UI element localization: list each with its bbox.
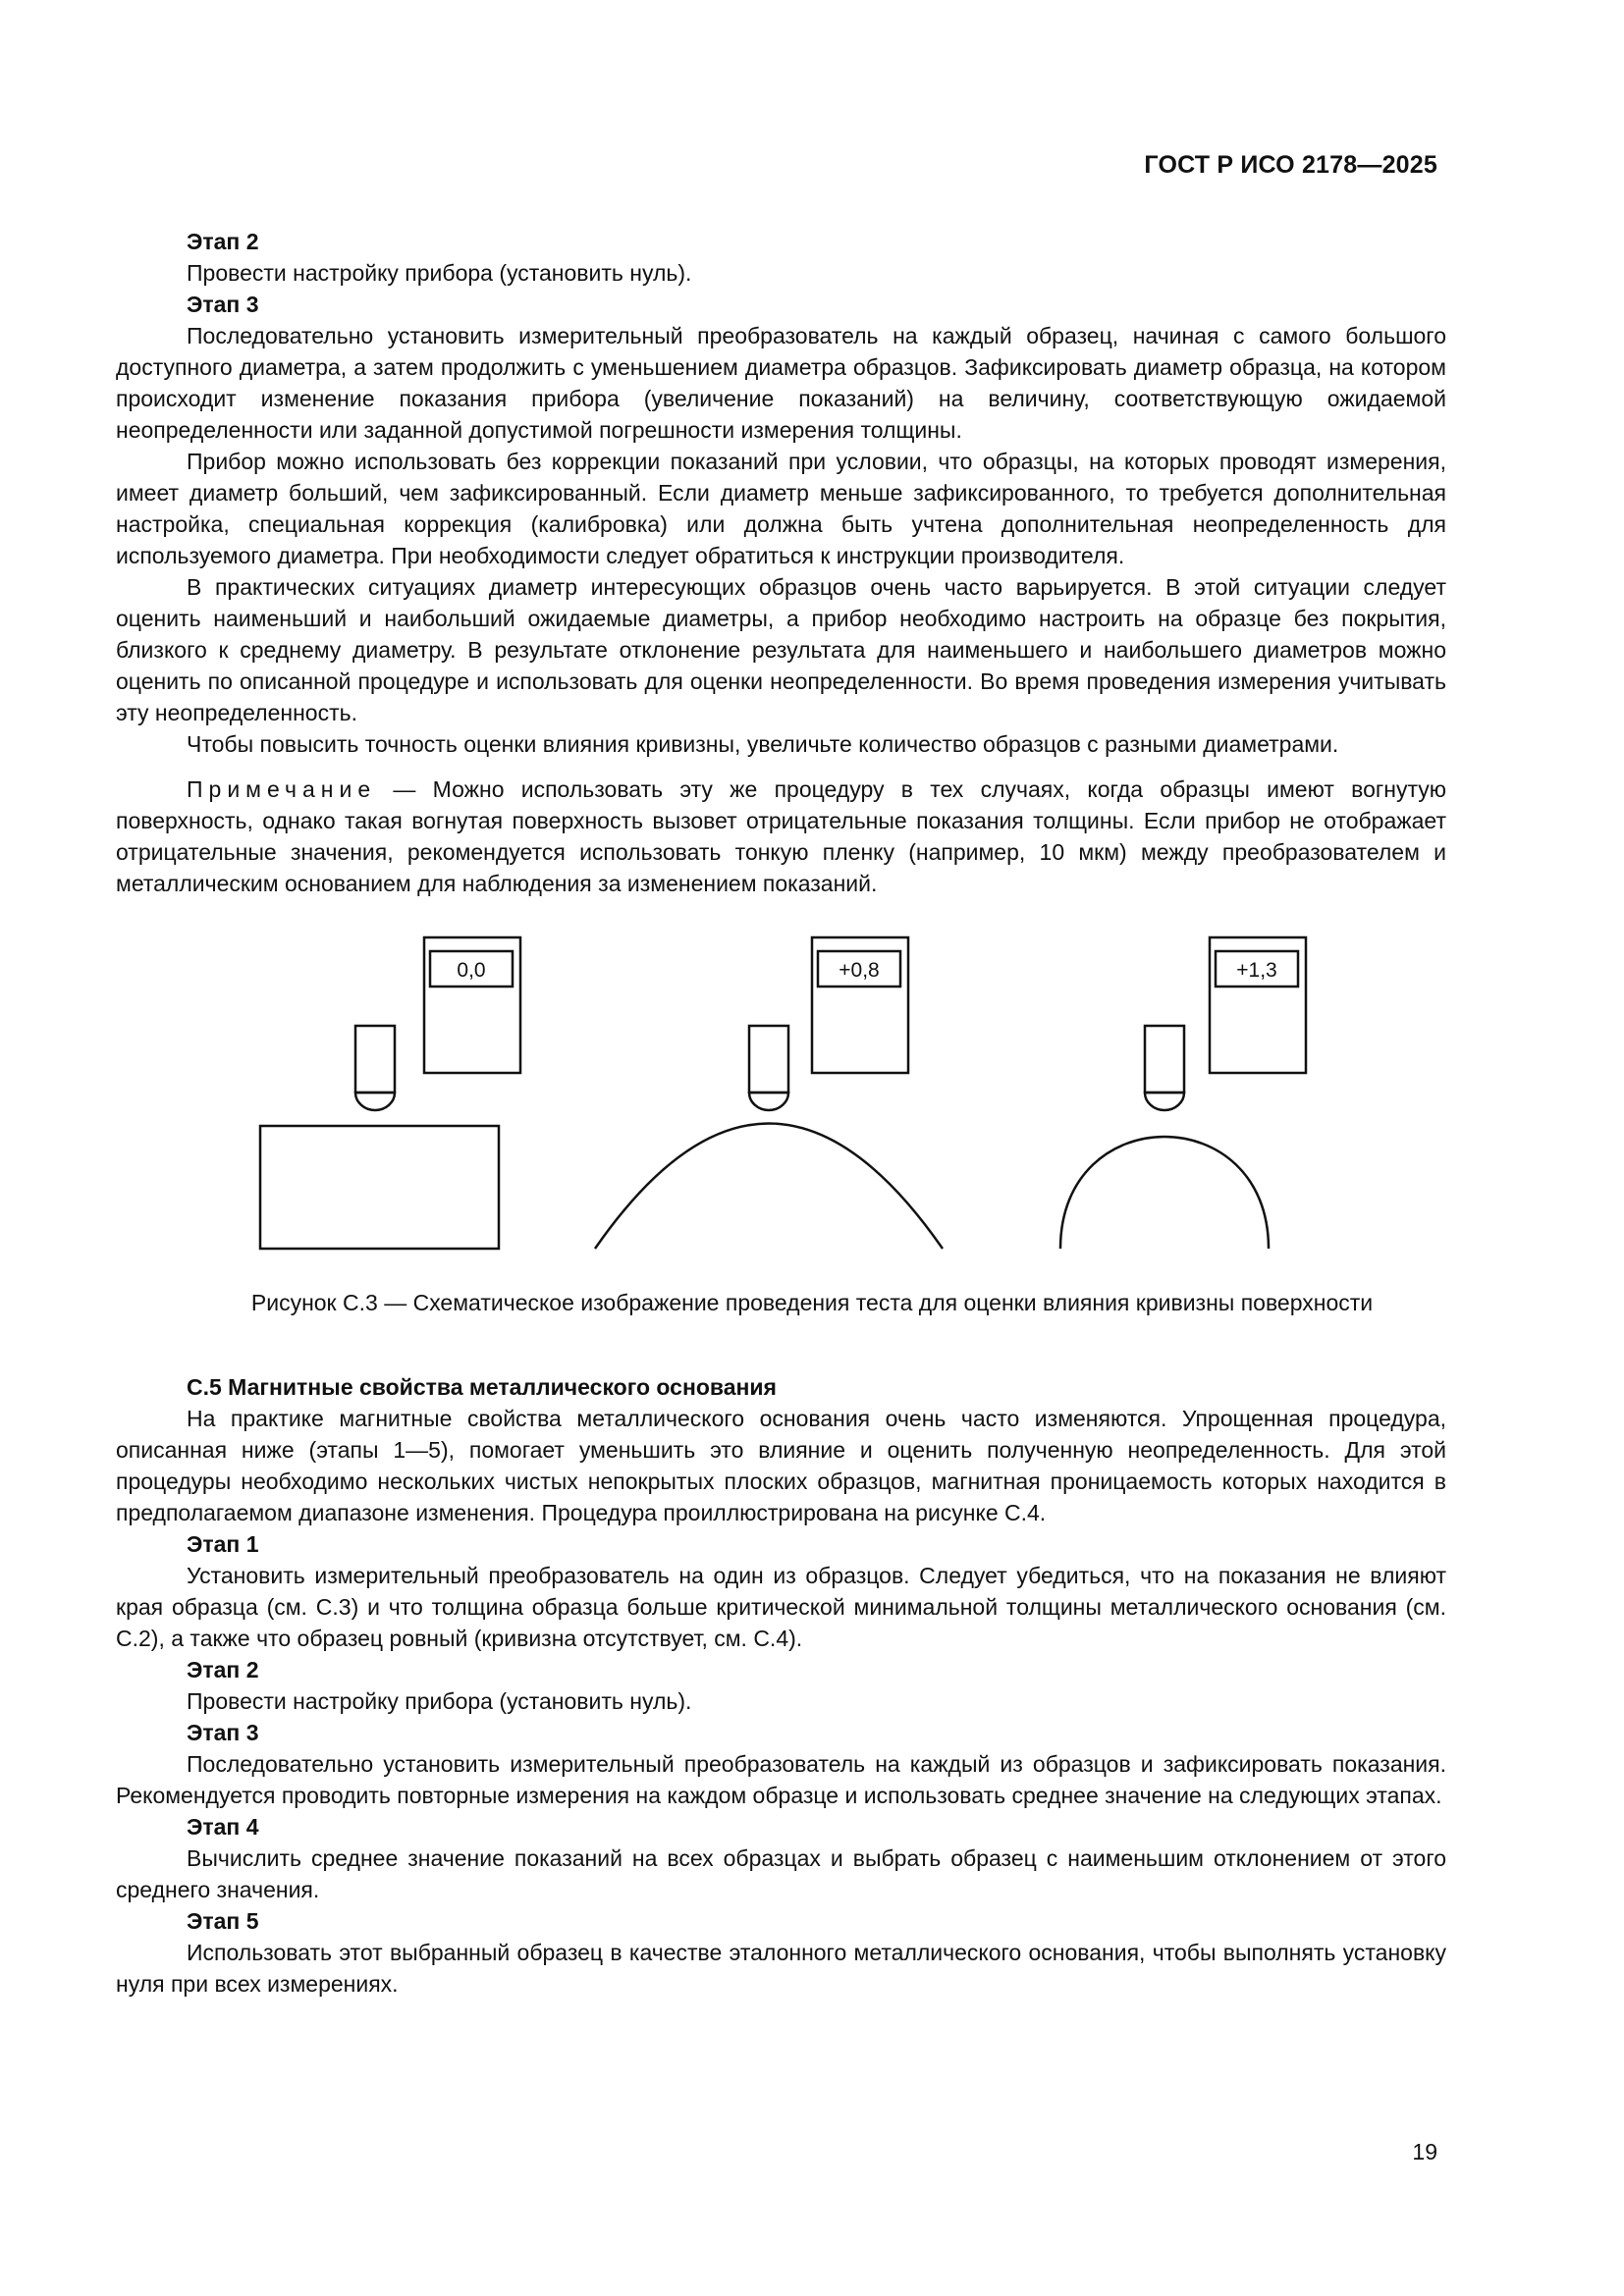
probe-tip-high bbox=[1145, 1093, 1184, 1110]
c5-step5-text: Использовать этот выбранный образец в качестве эталонного металлического основания, чтобы выполнять установку нуля при всех измерениях. bbox=[116, 1940, 1446, 1997]
step3-title: Этап 3 bbox=[187, 292, 259, 317]
paragraph-practical: В практических ситуациях диаметр интересующих образцов очень часто варьируется. В этой ситуации следует оценить наименьший и наибольший ожидаемые диаметры, а прибор необходимо настроить на образце без покрытия, близкого к среднему диаметру. В результате отклонение результата для наименьшего и наибольшего диаметров можно оценить по описанной процедуре и использовать для оценки неопределенности. Во время проведения измерения учитывать эту неопределенность. bbox=[116, 574, 1446, 725]
medium-curvature-specimen bbox=[595, 1124, 943, 1250]
high-curvature-specimen bbox=[1060, 1137, 1269, 1249]
c5-step4-title: Этап 4 bbox=[187, 1814, 259, 1840]
paragraph-no-correction: Прибор можно использовать без коррекции показаний при условии, что образцы, на которых проводят измерения, имеет диаметр больший, чем зафиксированный. Если диаметр меньше зафиксированного, то требуется дополнительная настройка, специальная коррекция (калибровка) или должна быть учтена дополнительная неопределенность для используемого диаметра. При необходимости следует обратиться к инструкции производителя. bbox=[116, 449, 1446, 568]
probe-body-high bbox=[1145, 1026, 1184, 1093]
c5-step5-title: Этап 5 bbox=[187, 1908, 259, 1934]
gauge-display-high bbox=[1210, 937, 1306, 1073]
section-c5-title: С.5 Магнитные свойства металлического основания bbox=[187, 1374, 777, 1400]
c5-step1-text: Установить измерительный преобразователь на один из образцов. Следует убедиться, что на показания не влияют края образца (см. С.3) и что толщина образца больше критической минимальной толщины металлического основания (см. С.2), а также что образец ровный (кривизна отсутствует, см. С.4). bbox=[116, 1563, 1446, 1651]
step2-title: Этап 2 bbox=[187, 229, 259, 254]
flat-specimen bbox=[260, 1126, 499, 1249]
c5-step1-title: Этап 1 bbox=[187, 1531, 259, 1557]
note-label: Примечание bbox=[187, 776, 377, 802]
figure-caption: Рисунок С.3 — Схематическое изображение проведения теста для оценки влияния кривизны поверхности bbox=[250, 1290, 1374, 1315]
probe-tip-flat bbox=[355, 1093, 395, 1110]
page-number: 19 bbox=[1412, 2139, 1437, 2164]
paragraph-accuracy: Чтобы повысить точность оценки влияния кривизны, увеличьте количество образцов с разными диаметрами. bbox=[187, 731, 1339, 757]
curvature-test-figure bbox=[0, 918, 1624, 1271]
reading-high: +1,3 bbox=[1236, 959, 1277, 982]
document-code: ГОСТ Р ИСО 2178—2025 bbox=[1144, 151, 1437, 179]
probe-body-flat bbox=[355, 1026, 395, 1093]
c5-step3-title: Этап 3 bbox=[187, 1720, 259, 1745]
gauge-display-medium bbox=[812, 937, 908, 1073]
step3-text: Последовательно установить измерительный преобразователь на каждый образец, начиная с самого большого доступного диаметра, а затем продолжить с уменьшением диаметра образцов. Зафиксировать диаметр образца, на котором происходит изменение показания прибора (увеличение показаний) на величину, соответствующую ожидаемой неопределенности или заданной допустимой погрешности измерения толщины. bbox=[116, 323, 1446, 443]
c5-step2-title: Этап 2 bbox=[187, 1657, 259, 1682]
reading-medium: +0,8 bbox=[839, 959, 880, 982]
gauge-display-flat bbox=[424, 937, 520, 1073]
c5-step3-text: Последовательно установить измерительный преобразователь на каждый из образцов и зафиксировать показания. Рекомендуется проводить повторные измерения на каждом образце и использовать среднее значение на следующих этапах. bbox=[116, 1751, 1446, 1808]
note bbox=[116, 774, 1446, 899]
upper-text-block bbox=[116, 226, 1446, 899]
probe-tip-medium bbox=[749, 1093, 788, 1110]
section-c5-intro: На практике магнитные свойства металлического основания очень часто изменяются. Упрощенная процедура, описанная ниже (этапы 1—5), помогает уменьшить это влияние и оценить полученную неопределенность. Для этой процедуры необходимо нескольких чистых непокрытых плоских образцов, магнитная проницаемость которых находится в предполагаемом диапазоне изменения. Процедура проиллюстрирована на рисунке С.4. bbox=[116, 1406, 1446, 1525]
section-c5 bbox=[116, 1371, 1446, 2000]
step2-text: Провести настройку прибора (установить нуль). bbox=[187, 260, 692, 286]
c5-step2-text: Провести настройку прибора (установить нуль). bbox=[187, 1688, 692, 1714]
c5-step4-text: Вычислить среднее значение показаний на всех образцах и выбрать образец с наименьшим отклонением от этого среднего значения. bbox=[116, 1845, 1446, 1902]
note-text: — Можно использовать эту же процедуру в тех случаях, когда образцы имеют вогнутую поверхность, однако такая вогнутая поверхность вызовет отрицательные показания толщины. Если прибор не отображает отрицательные значения, рекомендуется использовать тонкую пленку (например, 10 мкм) между преобразователем и металлическим основанием для наблюдения за изменением показаний. bbox=[116, 776, 1446, 896]
reading-flat: 0,0 bbox=[457, 959, 486, 982]
probe-body-medium bbox=[749, 1026, 788, 1093]
